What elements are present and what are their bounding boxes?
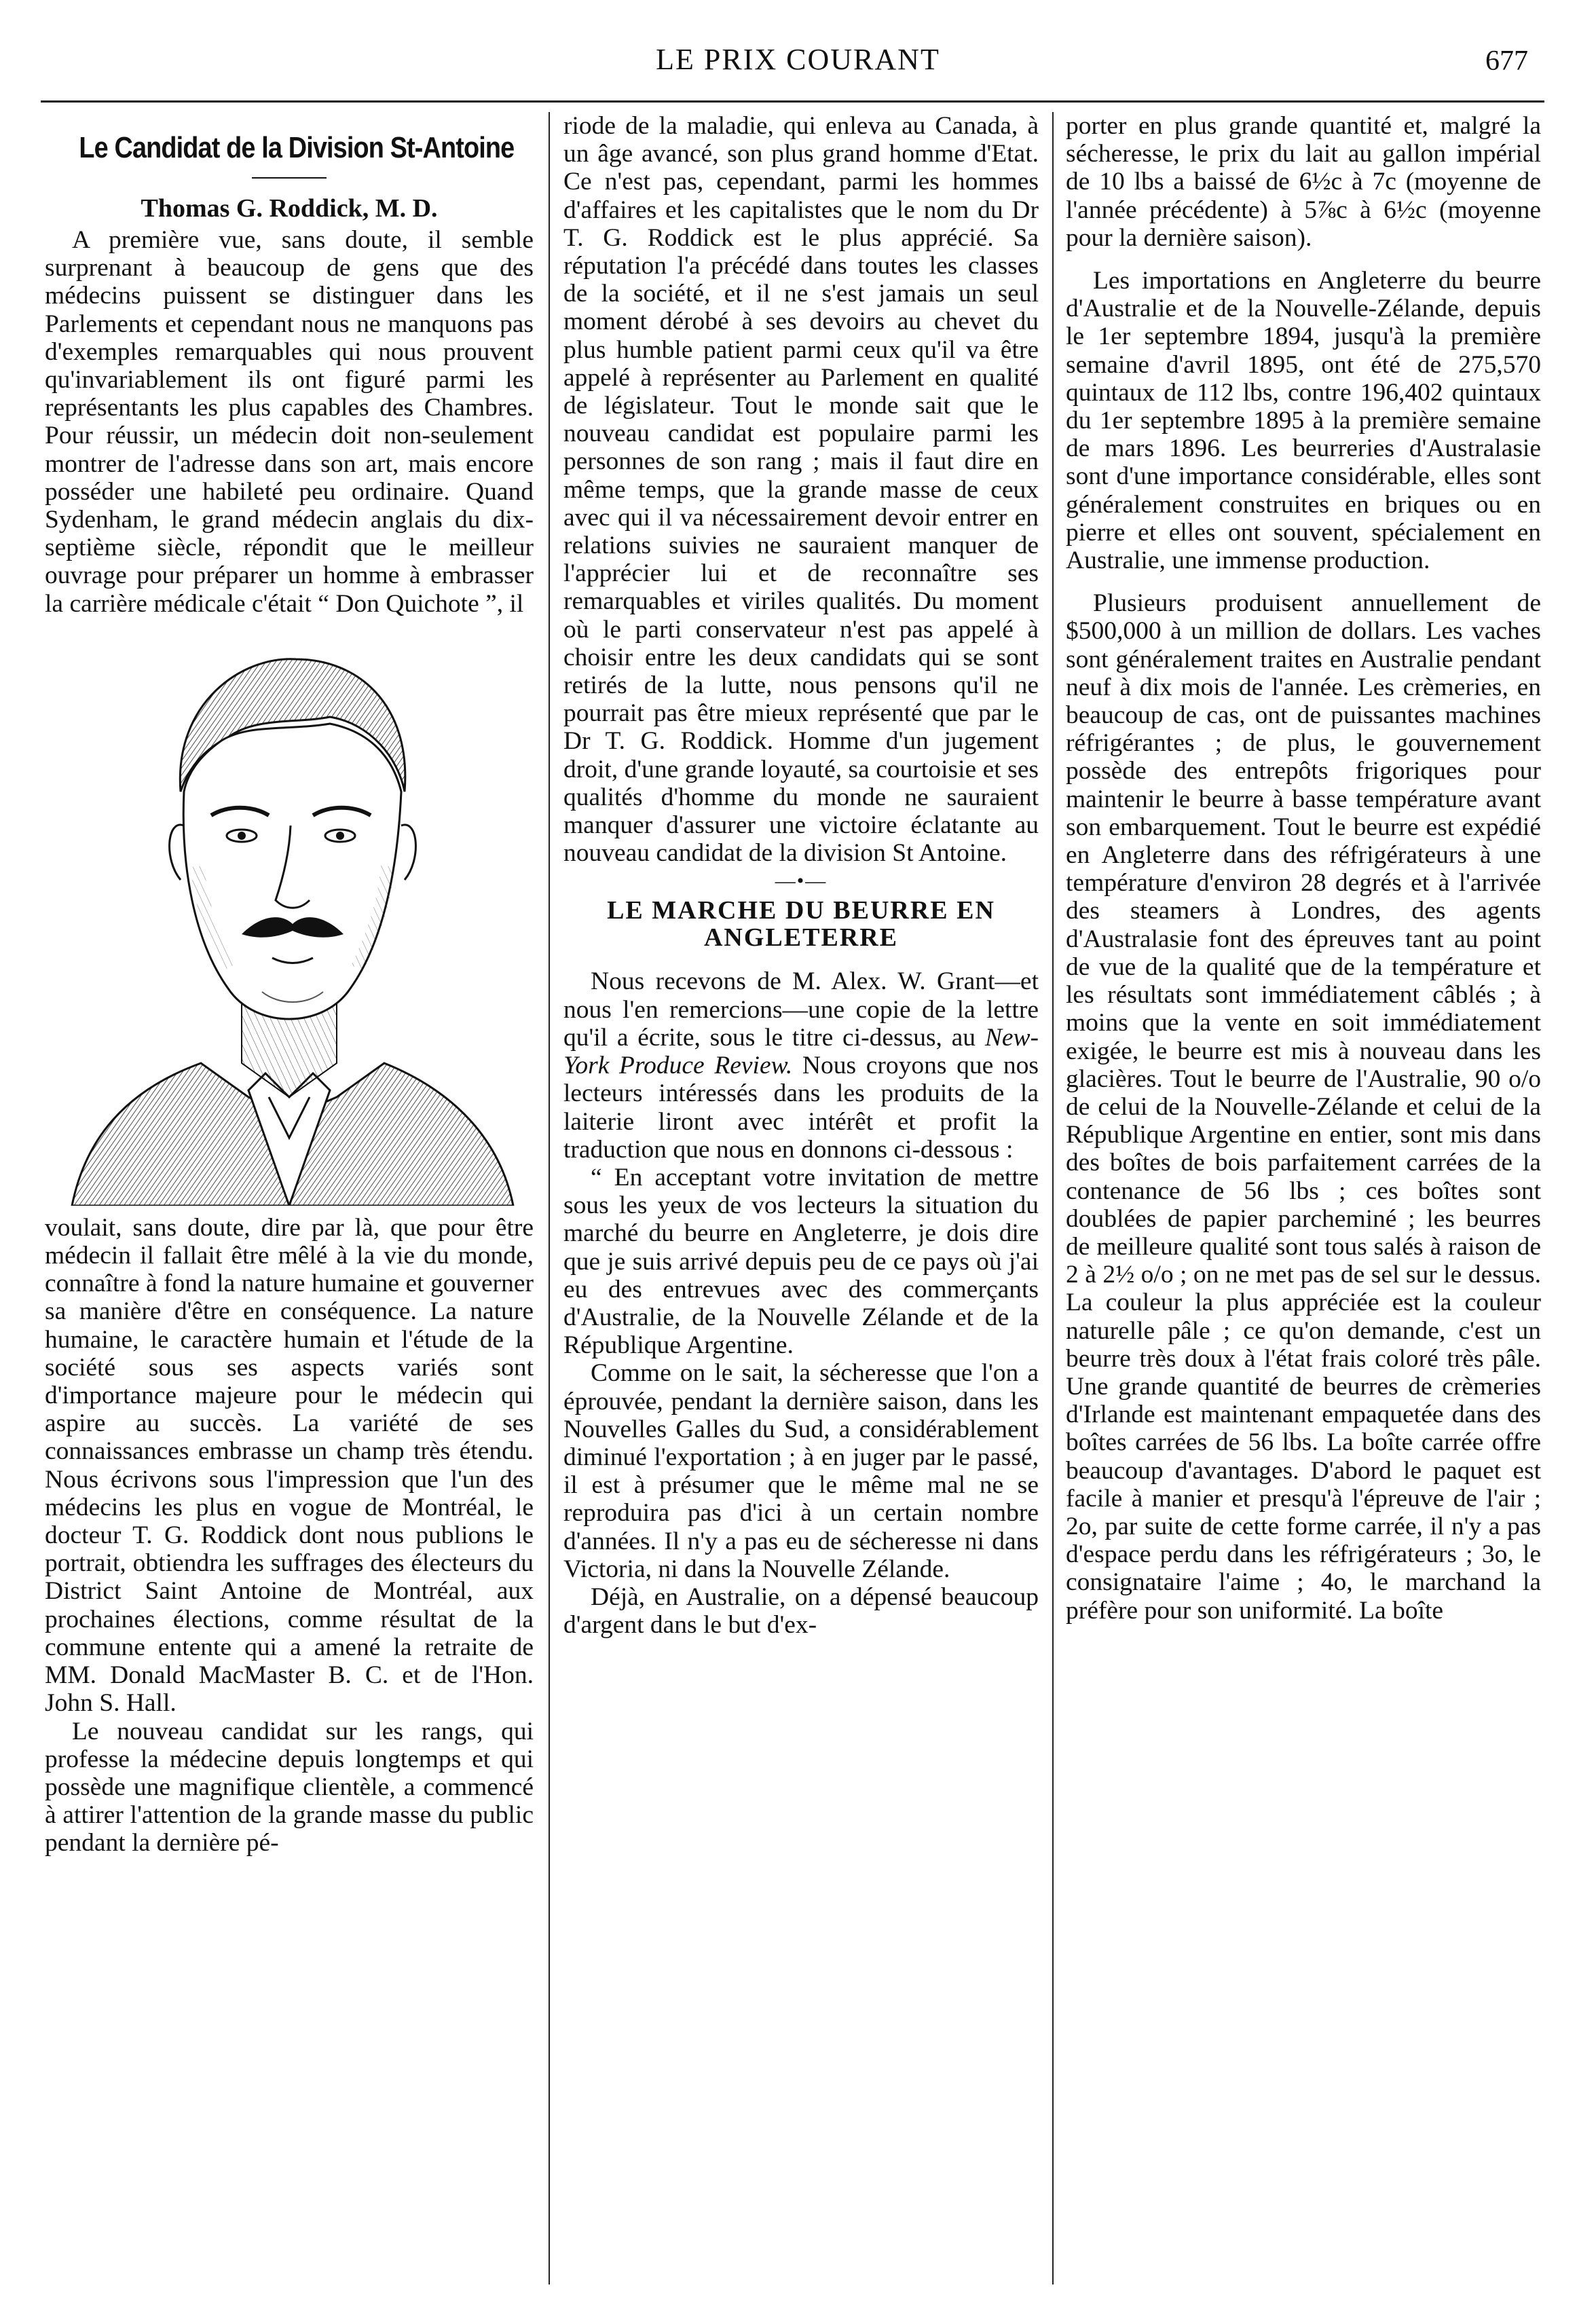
running-head [0, 42, 1596, 90]
article2-body-part2 [1066, 112, 1541, 1625]
column-2 [563, 112, 1039, 2284]
paragraph: A première vue, sans doute, il semble surprenant à beaucoup de gens que des médecins puissent se distinguer dans les Parlements et cependant nous ne manquons pas d'exemples remarquables qui nous prouvent qu'invariablement ils ont figuré parmi les représentants les plus capables des Chambres. Pour réussir, un médecin doit non-seulement montrer de l'adresse dans son art, mais encore posséder une habileté peu ordinaire. Quand Sydenham, le grand médecin anglais du dix-septième siècle, répondit que le meilleur ouvrage pour préparer un homme à embrasser la carrière médicale c'était “ Don Quichote ”, il [45, 226, 534, 618]
article-title-candidat: Le Candidat de la Division St-Antoine [79, 131, 515, 164]
paragraph-text: Nous croyons que nos lecteurs intéressés dans les produits de la laiterie liront avec intérêt et profit la traduction que nous en donnons ci-dessous : [563, 1052, 1039, 1164]
article2-body-part1 [563, 967, 1039, 1639]
column-rule [1052, 112, 1054, 2284]
paragraph: Déjà, en Australie, on a dépensé beaucoup d'argent dans le but d'ex- [563, 1583, 1039, 1640]
portrait-engraving [45, 622, 534, 1206]
paragraph: Les importations en Angleterre du beurre d'Australie et de la Nouvelle-Zélande, depuis le 1er septembre 1894, jusqu'à la première semaine d'avril 1895, ont été de 275,570 quintaux de 112 lbs, contre 196,402 quintaux du 1er septembre 1895 à la première semaine de mars 1896. Les beurreries d'Australasie sont d'une importance considérable, elles sont généralement construites en briques ou en pierre et elles ont souvent, spécialement en Australie, une immense production. [1066, 267, 1541, 575]
article-body-part2 [45, 1214, 534, 1857]
article-separator: —•— [775, 870, 828, 893]
paragraph: riode de la maladie, qui enleva au Canada, à un âge avancé, son plus grand homme d'Etat. Ce n'est pas, cependant, parmi les hommes d'affaires et les capitalistes que le nom du Dr T. G. Roddick est le plus apprécié. Sa réputation l'a précédé dans toutes les classes de la société, et il ne s'est jamais un seul moment dérobé à ses devoirs au chevet du plus humble patient parmi ceux qu'il va être appelé à représenter au Parlement en qualité de législateur. Tout le monde sait que le nouveau candidat est populaire parmi les personnes de son rang ; mais il faut dire en même temps, que la grande masse de ceux avec qui il va nécessairement devoir entrer en relations suivies ne sauraient manquer de l'apprécier lui et de reconnaître ses remarquables et viriles qualités. Du moment où le parti conservateur n'est pas appelé à choisir entre les deux candidats qui se sont retirés de la lutte, nous pensons qu'il ne pourrait pas être mieux représenté que par le Dr T. G. Roddick. Homme d'un jugement droit, d'une grande loyauté, sa courtoisie et ses qualités d'homme du monde ne sauraient manquer d'assurer une victoire éclatante au nouveau candidat de la division St Antoine. [563, 112, 1039, 868]
paragraph: “ En acceptant votre invitation de mettre sous les yeux de vos lecteurs la situation du marché du beurre en Angleterre, je dois dire que je suis arrivé depuis peu de ce pays où j'ai eu des entrevues avec des commerçants d'Australie, de la Nouvelle Zélande et de la République Argentine. [563, 1163, 1039, 1360]
paragraph: Le nouveau candidat sur les rangs, qui professe la médecine depuis longtemps et qui possède une magnifique clientèle, a commencé à attirer l'attention de la grande masse du public pendant la dernière pé- [45, 1717, 534, 1857]
paragraph: Comme on le sait, la sécheresse que l'on a éprouvée, pendant la dernière saison, dans les Nouvelles Galles du Sud, a considérablement diminué l'exportation ; à en juger par le passé, il est à présumer que le même mal ne se reproduira pas d'ici à un certain nombre d'années. Il n'y a pas eu de sécheresse ni dans Victoria, ni dans la Nouvelle Zélande. [563, 1359, 1039, 1583]
column-3 [1066, 112, 1541, 2284]
page-number: 677 [1485, 45, 1528, 77]
column-1 [45, 112, 534, 2284]
paragraph: Plusieurs produisent annuellement de $500,000 à un million de dollars. Les vaches sont généralement traites en Australie pendant neuf à dix mois de l'année. Les crèmeries, en beaucoup de cas, ont de puissantes machines réfrigérantes ; de plus, le gouvernement possède des entrepôts frigoriques pour maintenir le beurre à basse température avant son embarquement. Tout le beurre est expédié en Angleterre dans des réfrigérateurs à une température d'environ 28 degrés et à l'arrivée des steamers à Londres, des agents d'Australasie font des épreuves tant au point de vue de la qualité que de la température et les résultats sont immédiatement câblés ; à moins que la vente en soit immédiatement exigée, le beurre est mis à nouveau dans les glacières. Tout le beurre de l'Australie, 90 o/o de celui de la Nouvelle-Zélande et celui de la République Argentine en entier, sont mis dans des boîtes de bois parfaitement carrées de la contenance de 56 lbs ; ces boîtes sont doublées de papier parcheminé ; les beurres de meilleure qualité sont tous salés à raison de 2 à 2½ o/o ; on ne met pas de sel sur le dessus. La couleur la plus appréciée est la couleur naturelle pâle ; ce qu'on demande, c'est un beurre très doux à l'état frais coloré très pâle. Une grande quantité de beurres de crèmeries d'Irlande est maintenant empaquetée dans des boîtes carrées de 56 lbs. La boîte carrée offre beaucoup d'avantages. D'abord le paquet est facile à manier et presqu'à l'épreuve de l'air ; 2o, par suite de cette forme carrée, il n'y a pas d'espace perdu dans les réfrigérateurs ; 3o, le consignataire l'aime ; 4o, le marchand la préfère pour son uniformité. La boîte [1066, 589, 1541, 1625]
header-rule [41, 100, 1544, 103]
paragraph [563, 967, 1039, 1163]
article-title-beurre: LE MARCHE DU BEURRE EN ANGLETERRE [607, 896, 995, 952]
title-rule [252, 177, 327, 179]
byline: Thomas G. Roddick, M. D. [141, 194, 438, 223]
running-title: LE PRIX COURANT [656, 43, 940, 76]
column-rule [549, 112, 550, 2284]
paragraph-text: Nous recevons de M. Alex. W. Grant—et nous l'en remercions—une copie de la lettre qu'il a écrite, sous le titre ci-dessus, au [563, 967, 1039, 1052]
article-body-part1 [45, 226, 534, 618]
paragraph: voulait, sans doute, dire par là, que pour être médecin il fallait être mêlé à la vie du monde, connaître à fond la nature humaine et gouverner sa manière d'être en conséquence. La nature humaine, le caractère humain et l'étude de la société sous ses aspects variés sont d'importance majeure pour le médecin qui aspire au succès. La variété de ses connaissances embrasse un champ très étendu. Nous écrivons sous l'impression que l'un des médecins les plus en vogue de Montréal, le docteur T. G. Roddick dont nous publions le portrait, obtiendra les suffrages des électeurs du District Saint Antoine de Montréal, aux prochaines élections, comme résultat de la commune entente qui a amené la retraite de MM. Donald MacMaster B. C. et de l'Hon. John S. Hall. [45, 1213, 534, 1718]
article-body-part3 [563, 112, 1039, 867]
paragraph: porter en plus grande quantité et, malgré la sécheresse, le prix du lait au gallon impérial de 10 lbs a baissé de 6½c à 7c (moyenne de l'année précédente) à 5⅞c à 6½c (moyenne pour la dernière saison). [1066, 112, 1541, 252]
publication-name: New-York Produce Review. [563, 1023, 1039, 1080]
